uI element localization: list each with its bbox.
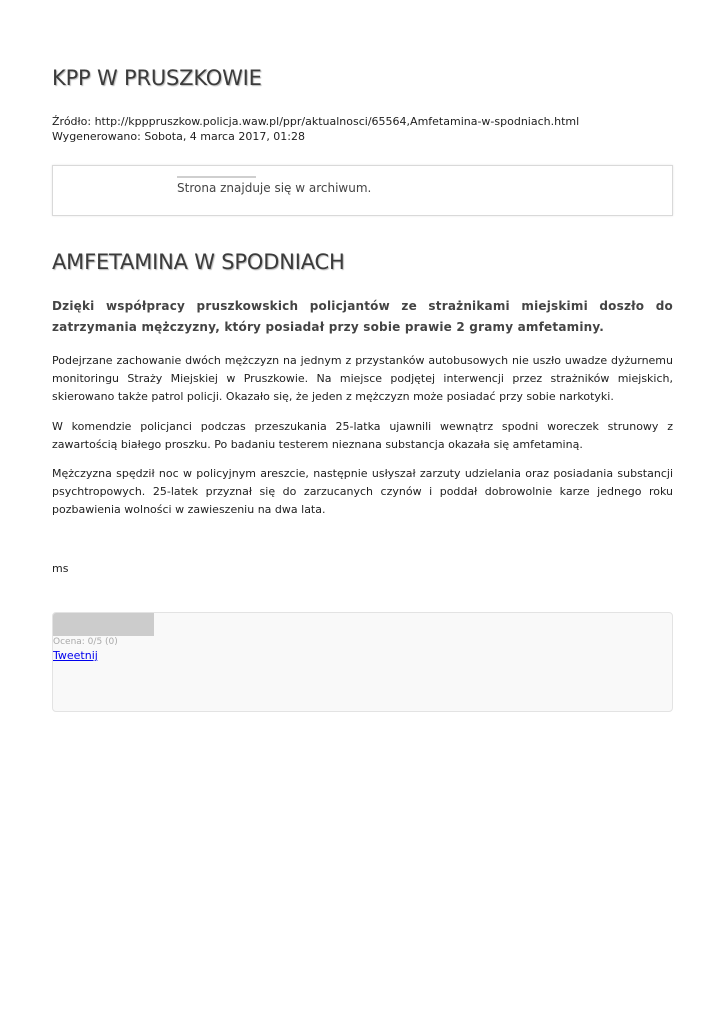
article-title: AMFETAMINA W SPODNIACH bbox=[52, 250, 345, 274]
archive-notice-text: Strona znajduje się w archiwum. bbox=[177, 181, 372, 195]
archive-notice bbox=[52, 165, 673, 216]
archive-divider bbox=[177, 176, 256, 178]
article-paragraph: Mężczyzna spędził noc w policyjnym areszcie, następnie usłyszał zarzuty udzielania oraz posiadania substancji psychtropowych. 25-latek przyznał się do zarzucanych czynów i poddał dobrowolnie karze jednego roku pozbawienia wolności w zawieszeniu na dwa lata. bbox=[52, 467, 673, 516]
rating-panel bbox=[52, 612, 673, 712]
generated-date: Wygenerowano: Sobota, 4 marca 2017, 01:28 bbox=[52, 130, 306, 143]
meta-info bbox=[52, 114, 579, 144]
site-title: KPP W PRUSZKOWIE bbox=[52, 66, 262, 90]
rating-text: Ocena: 0/5 (0) bbox=[53, 637, 118, 647]
source-url: Źródło: http://kpppruszkow.policja.waw.pl/ppr/aktualnosci/65564,Amfetamina-w-spodniach.html bbox=[52, 115, 580, 128]
article-lead: Dzięki współpracy pruszkowskich policjantów ze strażnikami miejskimi doszło do zatrzymania mężczyzny, który posiadał przy sobie prawie 2 gramy amfetaminy. bbox=[52, 299, 673, 334]
article-paragraph: Podejrzane zachowanie dwóch mężczyzn na jednym z przystanków autobusowych nie uszło uwadze dyżurnemu monitoringu Straży Miejskiej w Pruszkowie. Na miejsce podjętej interwencji przez strażników miejskich, skierowano także patrol policji. Okazało się, że jeden z mężczyzn może posiadać przy sobie narkotyki. bbox=[52, 354, 673, 403]
rating-stars-bar[interactable] bbox=[53, 613, 154, 636]
article-paragraph: W komendzie policjanci podczas przeszukania 25-latka ujawnili wewnątrz spodni woreczek strunowy z zawartością białego proszku. Po badaniu testerem nieznana substancja okazała się amfetaminą. bbox=[52, 420, 673, 451]
article-author: ms bbox=[52, 562, 69, 575]
tweet-link[interactable]: Tweetnij bbox=[53, 649, 98, 662]
